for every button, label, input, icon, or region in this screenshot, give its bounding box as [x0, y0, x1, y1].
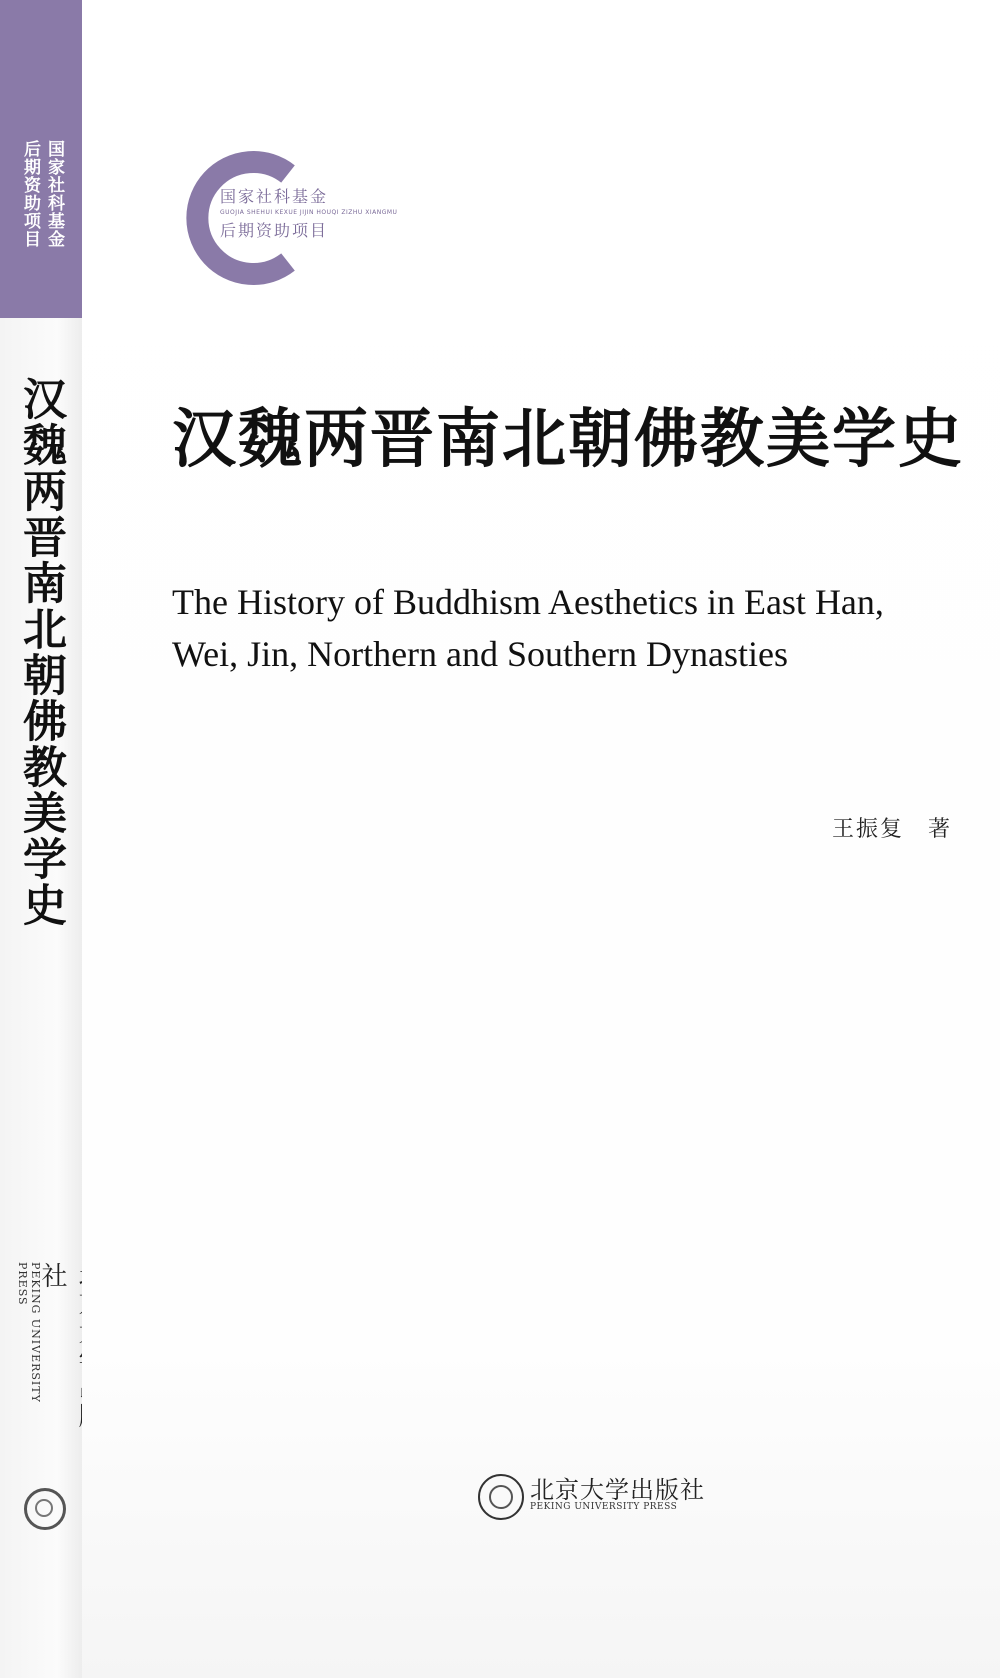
fund-logo: [178, 148, 508, 288]
spine-publisher-zh: 社: [37, 1262, 67, 1290]
book-spine: [0, 0, 83, 1678]
spine-publisher: [14, 1262, 74, 1442]
spine-purple-band: [0, 0, 82, 318]
spine-band-text-2: 后期资助项目: [20, 140, 40, 248]
spine-band-text-1: 国家社科基金: [44, 140, 64, 248]
book-title-zh: 汉魏两晋南北朝佛教美学史: [172, 402, 964, 477]
spine-publisher-en: PEKING UNIVERSITY PRESS: [16, 1262, 42, 1403]
book-title-en-line2: Wei, Jin, Northern and Southern Dynasties: [172, 634, 788, 674]
fund-logo-line3: 后期资助项目: [220, 221, 329, 240]
fund-logo-pinyin: GUOJIA SHEHUI KEXUE JIJIN HOUQI ZIZHU XIANGMU: [220, 209, 398, 216]
author-line: 王振复 著: [832, 817, 953, 842]
publisher-mark: [478, 1470, 718, 1526]
fund-logo-line1: 国家社科基金: [220, 187, 329, 206]
book-title-en-line1: The History of Buddhism Aesthetics in East Han,: [172, 582, 884, 622]
publisher-name-en: PEKING UNIVERSITY PRESS: [530, 1502, 678, 1512]
publisher-name-zh: 北京大学出版社: [530, 1476, 705, 1504]
spine-seal-icon: [24, 1488, 66, 1530]
peking-university-seal-icon: [478, 1474, 524, 1520]
book-title-en: [172, 576, 884, 680]
spine-title: 汉魏两晋南北朝佛教美学史: [15, 376, 66, 928]
